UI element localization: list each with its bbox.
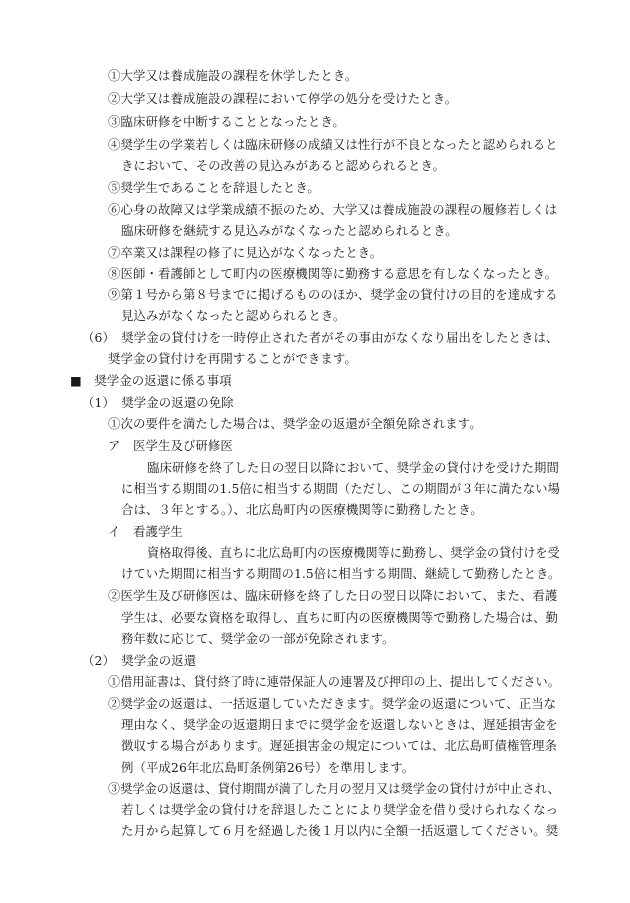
- text-line: 奨学金の貸付けを再開することができます。: [108, 351, 357, 366]
- text-line: ②大学又は養成施設の課程において停学の処分を受けたとき。: [108, 91, 458, 106]
- text-line: 見込みがなくなったと認められるとき。: [121, 308, 346, 323]
- text-line: きにおいて、その改善の見込みがあると認められるとき。: [121, 158, 446, 173]
- text-line: ア 医学生及び研修医: [108, 438, 233, 453]
- text-line: 臨床研修を終了した日の翌日以降において、奨学金の貸付けを受けた期間: [147, 460, 559, 475]
- text-line: ⑨第１号から第８号までに掲げるもののほか、奨学金の貸付けの目的を達成する: [108, 287, 558, 302]
- text-line: ①借用証書は、貸付終了時に連帯保証人の連署及び押印の上、提出してください。: [108, 674, 560, 689]
- subsection-heading: （1） 奨学金の返還の免除: [82, 395, 234, 410]
- text-line: ⑤奨学生であることを辞退したとき。: [108, 180, 320, 195]
- text-line: 臨床研修を継続する見込みがなくなったと認められるとき。: [121, 223, 458, 238]
- text-line: イ 看護学生: [108, 524, 183, 539]
- text-line: けていた期間に相当する期間の1.5倍に相当する期間、継続して勤務したとき。: [121, 566, 561, 581]
- text-line: ③奨学金の返還は、貸付期間が満了した月の翌月又は奨学金の貸付けが中止され、: [108, 781, 560, 796]
- text-line: 合は、３年とする。）、北広島町内の医療機関等に勤務したとき。: [121, 502, 483, 517]
- text-line: ③臨床研修を中断することとなったとき。: [108, 114, 345, 129]
- text-line: 徴収する場合があります。遅延損害金の規定については、北広島町債権管理条: [121, 738, 557, 753]
- text-line: ②医学生及び研修医は、臨床研修を終了した日の翌日以降において、また、看護: [108, 588, 558, 603]
- text-line: 学生は、必要な資格を取得し、直ちに町内の医療機関等で勤務した場合は、勤: [121, 610, 559, 625]
- text-line: た月から起算して６月を経過した後１月以内に全額一括返還してください。奨: [121, 823, 559, 838]
- text-line: ⑥心身の故障又は学業成績不振のため、大学又は養成施設の課程の履修若しくは: [108, 202, 558, 217]
- subsection-heading: （2） 奨学金の返還: [82, 653, 197, 668]
- text-line: 務年数に応じて、奨学金の一部が免除されます。: [121, 631, 395, 646]
- text-line: ④奨学生の学業若しくは臨床研修の成績又は性行が不良となったと認められると: [108, 137, 558, 152]
- text-line: ①大学又は養成施設の課程を休学したとき。: [108, 68, 358, 83]
- text-line: （6） 奨学金の貸付けを一時停止された者がその事由がなくなり届出をしたときは、: [82, 330, 559, 345]
- text-line: 資格取得後、直ちに北広島町内の医療機関等に勤務し、奨学金の貸付けを受: [147, 545, 560, 560]
- text-line: 若しくは奨学金の貸付けを辞退したことにより奨学金を借り受けられなくなっ: [121, 802, 559, 817]
- text-line: 例（平成26年北広島町条例第26号）を準用します。: [121, 760, 415, 775]
- text-line: ⑦卒業又は課程の修了に見込がなくなったとき。: [108, 245, 383, 260]
- text-line: に相当する期間の1.5倍に相当する期間（ただし、この期間が３年に満たない場: [121, 481, 560, 496]
- text-line: ①次の要件を満たした場合は、奨学金の返還が全額免除されます。: [108, 416, 482, 431]
- text-line: ②奨学金の返還は、一括返還していただきます。奨学金の返還について、正当な: [108, 696, 557, 711]
- section-heading: ■ 奨学金の返還に係る事項: [70, 373, 232, 388]
- text-line: ⑧医師・看護師として町内の医療機関等に勤務する意思を有しなくなったとき。: [108, 266, 558, 281]
- text-line: 理由なく、奨学金の返還期日までに奨学金を返還しないときは、遅延損害金を: [121, 717, 558, 732]
